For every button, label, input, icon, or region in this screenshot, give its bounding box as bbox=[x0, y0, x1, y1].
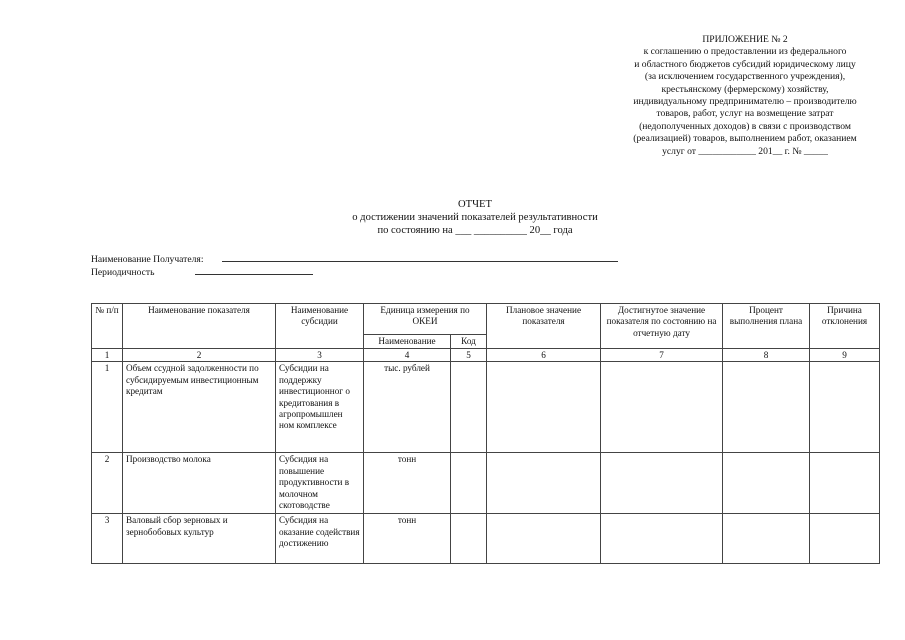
appendix-title: ПРИЛОЖЕНИЕ № 2 bbox=[702, 34, 788, 45]
periodicity-field bbox=[91, 265, 313, 278]
row-reason[interactable] bbox=[810, 514, 880, 564]
appendix-line: товаров, работ, услуг на возмещение затрат bbox=[656, 108, 834, 120]
column-number: 1 bbox=[92, 349, 123, 362]
table-row bbox=[92, 453, 880, 514]
appendix-line: услуг от ____________ 201__ г. № _____ bbox=[662, 145, 828, 157]
row-planned[interactable] bbox=[487, 362, 601, 453]
row-code[interactable] bbox=[451, 362, 487, 453]
row-indicator: Производство молока bbox=[123, 453, 276, 514]
header-num: № п/п bbox=[92, 304, 123, 349]
recipient-label: Наименование Получателя: bbox=[91, 254, 204, 265]
row-unit: тонн bbox=[364, 453, 451, 514]
header-reason: Причина отклонения bbox=[810, 304, 880, 349]
appendix-line: (за исключением государственного учреждения), bbox=[644, 71, 846, 83]
row-subsidy: Субсидия на повышение продуктивности в молочном скотоводстве bbox=[276, 453, 364, 514]
report-date-line: по состоянию на ___ __________ 20__ года bbox=[377, 225, 573, 237]
column-number: 8 bbox=[723, 349, 810, 362]
header-unit-group: Единица измерения по ОКЕИ bbox=[364, 304, 487, 335]
appendix-block bbox=[595, 34, 895, 158]
periodicity-label: Периодичность bbox=[91, 267, 155, 278]
row-reason[interactable] bbox=[810, 362, 880, 453]
column-number: 6 bbox=[487, 349, 601, 362]
appendix-line: крестьянскому (фермерскому) хозяйству, bbox=[661, 83, 829, 95]
row-percent[interactable] bbox=[723, 362, 810, 453]
row-planned[interactable] bbox=[487, 453, 601, 514]
row-num: 3 bbox=[92, 514, 123, 564]
row-code[interactable] bbox=[451, 453, 487, 514]
appendix-line: (реализацией) товаров, выполнением работ, оказанием bbox=[633, 133, 857, 145]
report-title: ОТЧЕТ bbox=[458, 199, 492, 210]
table-row bbox=[92, 362, 880, 453]
row-achieved[interactable] bbox=[601, 514, 723, 564]
table-header-row bbox=[92, 304, 880, 335]
row-achieved[interactable] bbox=[601, 453, 723, 514]
report-heading bbox=[250, 198, 700, 238]
appendix-line: (недополученных доходов) в связи с производством bbox=[639, 120, 851, 132]
header-subsidy: Наименование субсидии bbox=[276, 304, 364, 349]
column-number: 4 bbox=[364, 349, 451, 362]
row-indicator: Валовый сбор зерновых и зернобобовых культур bbox=[123, 514, 276, 564]
column-number: 5 bbox=[451, 349, 487, 362]
periodicity-blank[interactable] bbox=[195, 265, 313, 275]
table-row bbox=[92, 514, 880, 564]
row-reason[interactable] bbox=[810, 453, 880, 514]
column-number: 2 bbox=[123, 349, 276, 362]
appendix-line: индивидуальному предпринимателю – производителю bbox=[633, 96, 857, 108]
row-achieved[interactable] bbox=[601, 362, 723, 453]
row-unit: тонн bbox=[364, 514, 451, 564]
column-number: 9 bbox=[810, 349, 880, 362]
recipient-field bbox=[91, 252, 618, 265]
header-unit-name: Наименование bbox=[364, 335, 451, 349]
header-percent: Процент выполнения плана bbox=[723, 304, 810, 349]
row-subsidy: Субсидии на поддержку инвестиционног о кредитования в агропромышлен ном комплексе bbox=[276, 362, 364, 453]
row-percent[interactable] bbox=[723, 514, 810, 564]
row-unit: тыс. рублей bbox=[364, 362, 451, 453]
column-number: 3 bbox=[276, 349, 364, 362]
header-planned: Плановое значение показателя bbox=[487, 304, 601, 349]
row-num: 2 bbox=[92, 453, 123, 514]
row-subsidy: Субсидия на оказание содействия достижению bbox=[276, 514, 364, 564]
header-unit-code: Код bbox=[451, 335, 487, 349]
report-table bbox=[91, 303, 880, 564]
row-percent[interactable] bbox=[723, 453, 810, 514]
column-number-row bbox=[92, 349, 880, 362]
row-num: 1 bbox=[92, 362, 123, 453]
row-code[interactable] bbox=[451, 514, 487, 564]
header-indicator: Наименование показателя bbox=[123, 304, 276, 349]
row-indicator: Объем ссудной задолженности по субсидируемым инвестиционным кредитам bbox=[123, 362, 276, 453]
report-subtitle: о достижении значений показателей результативности bbox=[352, 212, 598, 224]
recipient-blank[interactable] bbox=[222, 252, 618, 262]
appendix-line: к соглашению о предоставлении из федерального bbox=[643, 46, 847, 58]
header-achieved: Достигнутое значение показателя по состоянию на отчетную дату bbox=[601, 304, 723, 349]
appendix-line: и областного бюджетов субсидий юридическому лицу bbox=[634, 58, 856, 70]
row-planned[interactable] bbox=[487, 514, 601, 564]
column-number: 7 bbox=[601, 349, 723, 362]
